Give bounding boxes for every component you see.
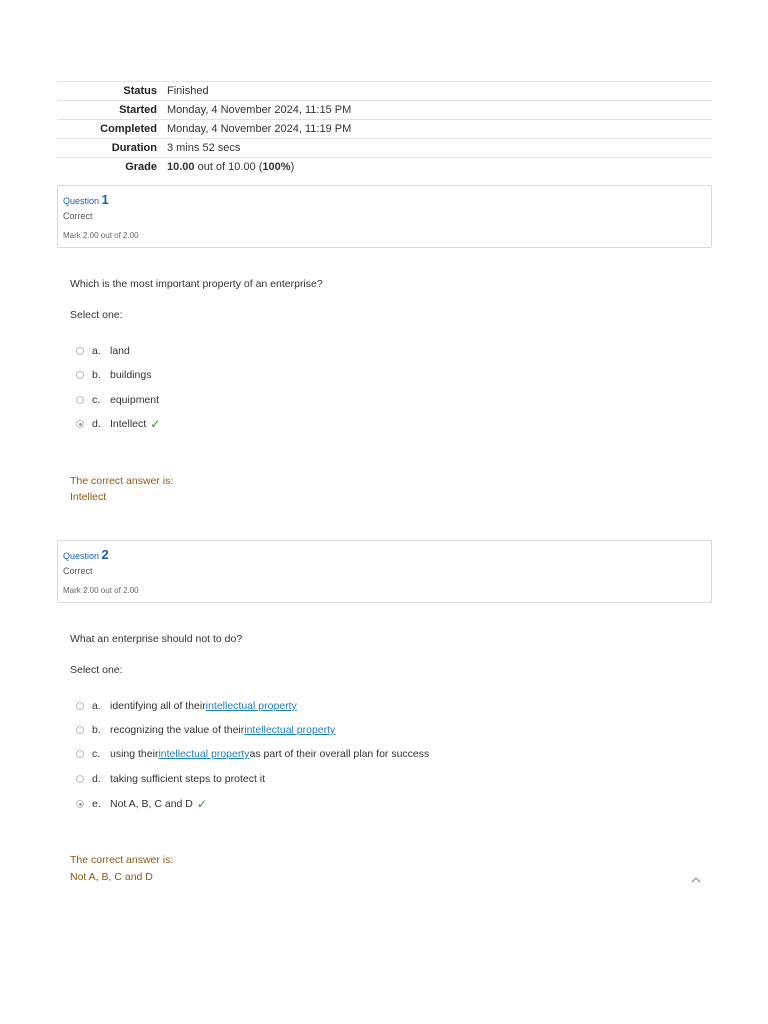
q2-option-b[interactable]: b. recognizing the value of their intellectual property bbox=[76, 723, 335, 737]
radio-button[interactable] bbox=[76, 347, 84, 355]
q2-option-a[interactable]: a. identifying all of their intellectual property bbox=[76, 699, 297, 713]
summary-row-grade bbox=[57, 158, 712, 176]
radio-button[interactable] bbox=[76, 775, 84, 783]
question-2-text: What an enterprise should not to do? bbox=[70, 633, 243, 645]
correct-answer-value: Not A, B, C and D bbox=[70, 871, 153, 883]
radio-button[interactable] bbox=[76, 396, 84, 404]
quiz-summary-table bbox=[57, 81, 712, 176]
summary-label: Grade bbox=[125, 161, 157, 173]
summary-value: Monday, 4 November 2024, 11:15 PM bbox=[167, 104, 352, 116]
question-2-info bbox=[57, 540, 712, 603]
radio-button-selected[interactable] bbox=[76, 420, 84, 428]
q1-option-d[interactable]: d. Intellect ✓ bbox=[76, 417, 160, 431]
q2-option-d[interactable]: d. taking sufficient steps to protect it bbox=[76, 772, 265, 786]
intellectual-property-link[interactable]: intellectual property bbox=[158, 748, 250, 760]
grade-value: 10.00 out of 10.00 (100%) bbox=[167, 161, 295, 173]
radio-button-selected[interactable] bbox=[76, 800, 84, 808]
intellectual-property-link[interactable]: intellectual property bbox=[244, 724, 336, 736]
select-one-prompt: Select one: bbox=[70, 309, 123, 321]
summary-value: Finished bbox=[167, 85, 209, 97]
summary-value: 3 mins 52 secs bbox=[167, 142, 241, 154]
question-number: Question 2 bbox=[63, 547, 109, 562]
q2-option-e[interactable]: e. Not A, B, C and D ✓ bbox=[76, 797, 207, 811]
correct-answer-label: The correct answer is: bbox=[70, 475, 174, 487]
question-number: Question 1 bbox=[63, 192, 109, 207]
q1-option-c[interactable]: c. equipment bbox=[76, 393, 159, 407]
check-icon: ✓ bbox=[150, 417, 161, 431]
q2-option-c[interactable]: c. using their intellectual property as part of their overall plan for success bbox=[76, 747, 429, 761]
q1-option-b[interactable]: b. buildings bbox=[76, 368, 151, 382]
radio-button[interactable] bbox=[76, 726, 84, 734]
summary-row-started bbox=[57, 101, 712, 120]
radio-button[interactable] bbox=[76, 702, 84, 710]
question-1-text: Which is the most important property of an enterprise? bbox=[70, 278, 323, 290]
check-icon: ✓ bbox=[196, 797, 207, 811]
correct-answer-value: Intellect bbox=[70, 491, 107, 503]
intellectual-property-link[interactable]: intellectual property bbox=[205, 700, 297, 712]
radio-button[interactable] bbox=[76, 750, 84, 758]
question-state: Correct bbox=[63, 566, 93, 576]
question-state: Correct bbox=[63, 211, 93, 221]
summary-label: Duration bbox=[111, 142, 157, 154]
summary-row-duration bbox=[57, 139, 712, 158]
question-mark: Mark 2.00 out of 2.00 bbox=[63, 231, 139, 240]
summary-row-completed bbox=[57, 120, 712, 139]
summary-label: Started bbox=[119, 104, 157, 116]
summary-row-status bbox=[57, 82, 712, 101]
correct-answer-label: The correct answer is: bbox=[70, 854, 174, 866]
summary-value: Monday, 4 November 2024, 11:19 PM bbox=[167, 123, 352, 135]
summary-label: Status bbox=[123, 85, 157, 97]
select-one-prompt: Select one: bbox=[70, 664, 123, 676]
question-mark: Mark 2.00 out of 2.00 bbox=[63, 586, 139, 595]
summary-label: Completed bbox=[100, 123, 157, 135]
chevron-up-icon[interactable] bbox=[690, 873, 702, 885]
radio-button[interactable] bbox=[76, 371, 84, 379]
q1-option-a[interactable]: a. land bbox=[76, 344, 130, 358]
question-1-info bbox=[57, 185, 712, 248]
